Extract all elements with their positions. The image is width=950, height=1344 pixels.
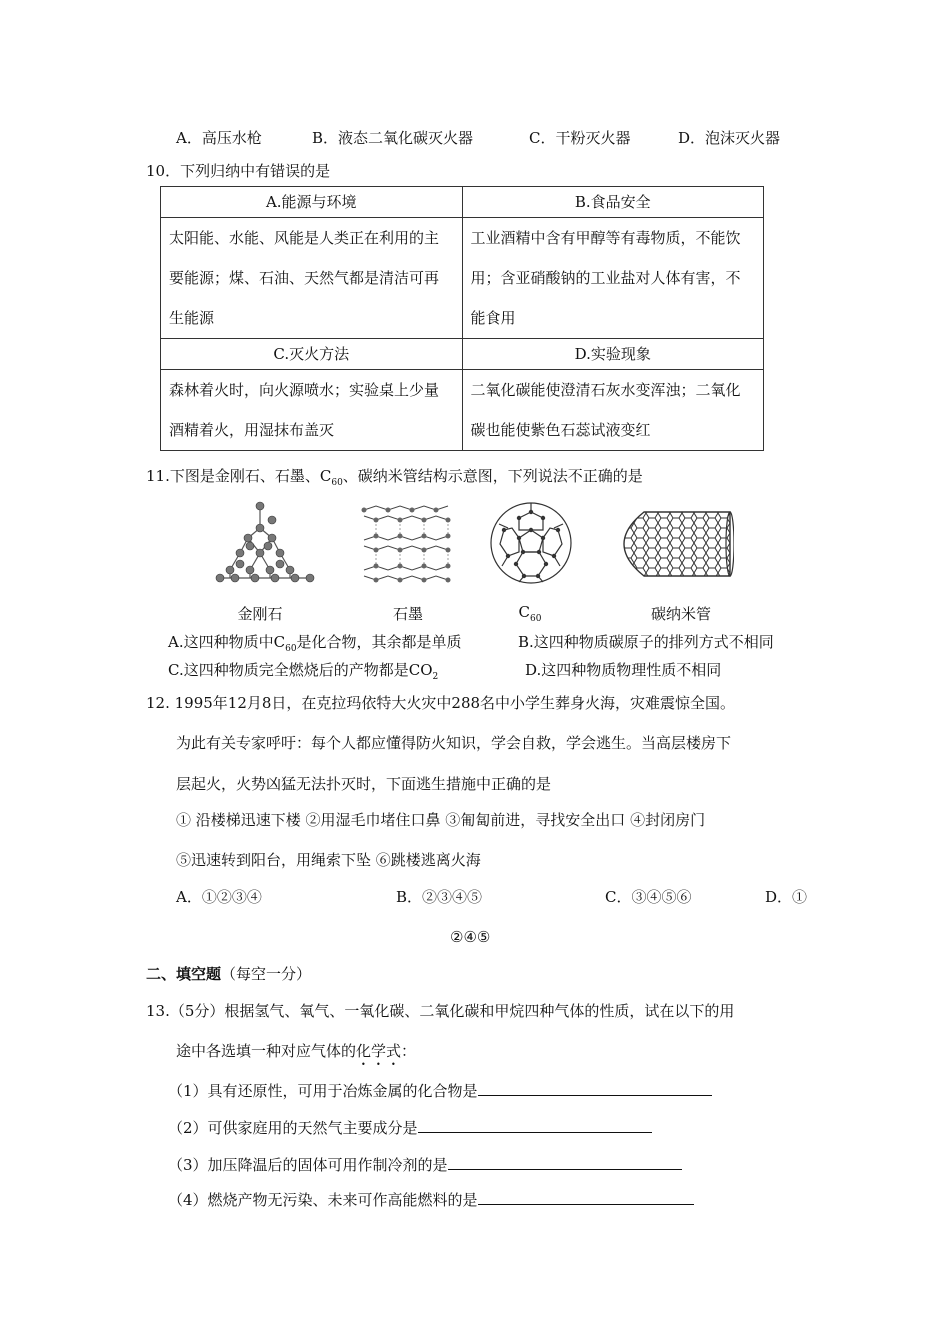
q13-item-3 bbox=[168, 1153, 682, 1175]
q12-option-b: B．②③④⑤ bbox=[396, 888, 483, 906]
q13-blank-3[interactable] bbox=[448, 1153, 682, 1170]
q12-line-1: 12. 1995年12月8日，在克拉玛依特大火灾中288名中小学生葬身火海，灾难震惊全国。 bbox=[146, 694, 736, 712]
q13-line-2-post: ： bbox=[401, 1042, 417, 1060]
q11-option-c-sub: 2 bbox=[432, 672, 439, 682]
q12-measures-2: ⑤迅速转到阳台，用绳索下坠 ⑥跳楼逃离火海 bbox=[176, 851, 481, 869]
q12-line-2: 为此有关专家呼吁：每个人都应懂得防火知识，学会自救，学会逃生。当高层楼房下 bbox=[176, 734, 732, 752]
cell-c-head: C.灭火方法 bbox=[161, 339, 463, 370]
q12-line-3: 层起火，火势凶猛无法扑灭时，下面逃生措施中正确的是 bbox=[176, 775, 552, 793]
section-2-title: 二、填空题 bbox=[146, 965, 222, 983]
nanotube-structure-image bbox=[622, 508, 734, 580]
q12-measures-1: ① 沿楼梯迅速下楼 ②用湿毛巾堵住口鼻 ③匍匐前进，寻找安全出口 ④封闭房门 bbox=[176, 811, 706, 829]
q9-option-c: C．干粉灭火器 bbox=[529, 129, 631, 147]
section-2-note: （每空一分） bbox=[221, 965, 312, 983]
caption-graphite: 石墨 bbox=[392, 605, 423, 623]
q13-item-2 bbox=[168, 1116, 652, 1138]
q13-item-1 bbox=[168, 1079, 712, 1101]
q13-line-2-pre: 途中各选填一种对应气体的 bbox=[176, 1042, 357, 1060]
q13-item-4 bbox=[168, 1188, 694, 1210]
caption-c60-main: C bbox=[518, 603, 531, 621]
diamond-structure-image bbox=[210, 498, 320, 590]
q11-stem bbox=[146, 465, 643, 488]
q12-option-a: A．①②③④ bbox=[176, 888, 262, 906]
q12-option-c: C．③④⑤⑥ bbox=[605, 888, 692, 906]
cell-b-body: 工业酒精中含有甲醇等有毒物质，不能饮用；含亚硝酸钠的工业盐对人体有害，不能食用 bbox=[462, 218, 764, 339]
q11-option-a-post: 是化合物，其余都是单质 bbox=[296, 633, 462, 651]
q11-stem-pre: 11.下图是金刚石、石墨、C bbox=[146, 467, 332, 485]
caption-c60-sub: 60 bbox=[530, 614, 542, 624]
q10-stem: 10．下列归纳中有错误的是 bbox=[146, 162, 331, 180]
section-2-heading bbox=[146, 963, 311, 984]
q13-line-2-emphasis: 化学式 bbox=[356, 1042, 402, 1060]
q12-option-d: D．① bbox=[765, 888, 808, 906]
q13-blank-2[interactable] bbox=[418, 1116, 652, 1133]
q11-option-a-pre: A.这四种物质中C bbox=[168, 633, 286, 651]
q11-option-a bbox=[168, 631, 462, 654]
q13-line-2 bbox=[176, 1040, 416, 1069]
q13-item-4-text: （4）燃烧产物无污染、未来可作高能燃料的是 bbox=[168, 1191, 478, 1209]
q11-option-a-sub: 60 bbox=[285, 644, 297, 654]
q11-option-b: B.这四种物质碳原子的排列方式不相同 bbox=[518, 633, 774, 651]
q13-item-2-text: （2）可供家庭用的天然气主要成分是 bbox=[168, 1119, 418, 1137]
cell-a-body: 太阳能、水能、风能是人类正在利用的主要能源；煤、石油、天然气都是清洁可再生能源 bbox=[161, 218, 463, 339]
cell-a-head: A.能源与环境 bbox=[161, 187, 463, 218]
q11-stem-sub: 60 bbox=[331, 478, 343, 488]
q9-option-b: B．液态二氧化碳灭火器 bbox=[312, 129, 474, 147]
graphite-structure-image bbox=[360, 502, 456, 588]
q11-option-c-pre: C.这四种物质完全燃烧后的产物都是CO bbox=[168, 661, 433, 679]
cell-d-body: 二氧化碳能使澄清石灰水变浑浊；二氧化碳也能使紫色石蕊试液变红 bbox=[462, 370, 764, 451]
q12-option-d-continued: ②④⑤ bbox=[450, 928, 491, 946]
caption-nanotube: 碳纳米管 bbox=[650, 605, 711, 623]
q9-option-d: D．泡沫灭火器 bbox=[678, 129, 781, 147]
q13-item-3-text: （3）加压降温后的固体可用作制冷剂的是 bbox=[168, 1156, 448, 1174]
q13-item-1-text: （1）具有还原性，可用于冶炼金属的化合物是 bbox=[168, 1082, 478, 1100]
c60-structure-image bbox=[488, 500, 574, 586]
q13-blank-4[interactable] bbox=[478, 1188, 694, 1205]
q11-option-c bbox=[168, 659, 438, 682]
q11-stem-post: 、碳纳米管结构示意图，下列说法不正确的是 bbox=[342, 467, 643, 485]
cell-c-body: 森林着火时，向火源喷水；实验桌上少量酒精着火，用湿抹布盖灭 bbox=[161, 370, 463, 451]
q13-blank-1[interactable] bbox=[478, 1079, 712, 1096]
q10-summary-table bbox=[160, 186, 764, 451]
q13-line-1: 13.（5分）根据氢气、氧气、一氧化碳、二氧化碳和甲烷四种气体的性质，试在以下的用 bbox=[146, 1002, 735, 1020]
q11-option-d: D.这四种物质物理性质不相同 bbox=[525, 661, 722, 679]
caption-c60 bbox=[500, 603, 560, 624]
cell-d-head: D.实验现象 bbox=[462, 339, 764, 370]
caption-diamond: 金刚石 bbox=[237, 605, 283, 623]
q9-option-a: A．高压水枪 bbox=[176, 129, 262, 147]
cell-b-head: B.食品安全 bbox=[462, 187, 764, 218]
